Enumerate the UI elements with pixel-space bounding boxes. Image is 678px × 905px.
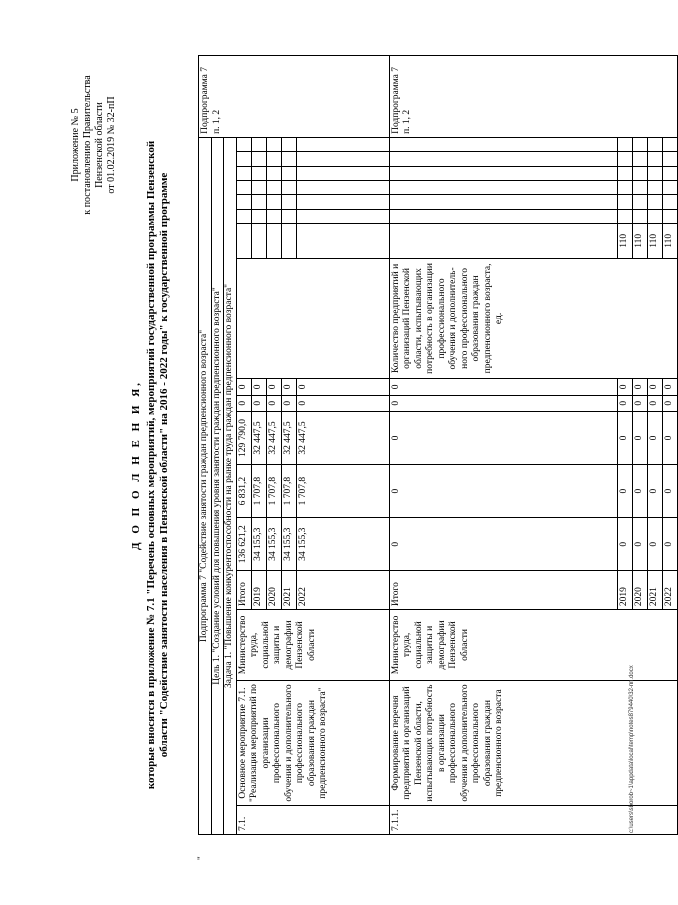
empty-cell (662, 137, 677, 152)
empty-cell (266, 137, 281, 152)
value-cell: 0 (389, 395, 617, 411)
empty-cell (296, 137, 389, 152)
value-cell: 32 447,5 (281, 411, 296, 464)
empty-cell (647, 152, 662, 166)
value-cell: 136 621,2 (236, 518, 251, 571)
value-cell: 0 (632, 379, 647, 395)
empty-cell (647, 137, 662, 152)
empty-cell (389, 137, 617, 152)
value-cell: 0 (662, 395, 677, 411)
empty-cell (662, 181, 677, 195)
empty-cell (632, 152, 647, 166)
empty-cell (251, 181, 266, 195)
value-cell: 1 707,8 (266, 465, 281, 518)
row-number: 7.1. (236, 806, 389, 835)
empty-cell (236, 166, 251, 180)
value-cell: 1 707,8 (296, 465, 389, 518)
task-row (224, 56, 237, 835)
empty-cell (281, 209, 296, 223)
value-cell: 0 (266, 379, 281, 395)
target-cell: 110 (632, 223, 647, 258)
empty-cell (236, 137, 251, 152)
year-cell: 2021 (647, 571, 662, 610)
value-cell: 0 (296, 379, 389, 395)
empty-cell (647, 181, 662, 195)
value-cell: 0 (296, 395, 389, 411)
appendix-title: Приложение № 5 (70, 108, 81, 182)
heading-title: Д О П О Л Н Е Н И Я, (130, 380, 142, 550)
empty-cell (281, 152, 296, 166)
value-cell: 0 (632, 518, 647, 571)
indicator-cell: Количество предприятий и организаций Пензенской области, испытывающих потребность в организации профессионального обучения и дополнитель-ного профессионального образования граждан предпенсионного возраста, ед. (389, 258, 677, 379)
value-cell: 0 (617, 465, 632, 518)
appendix-block (70, 35, 118, 255)
value-cell: 0 (632, 395, 647, 411)
document-heading (130, 85, 171, 845)
empty-cell (662, 166, 677, 180)
target-cell (296, 223, 389, 258)
table-row (389, 56, 617, 835)
executor: Министерство труда, социальной защиты и демографии Пензенской области (389, 610, 677, 681)
year-cell: Итого (389, 571, 617, 610)
target-cell (251, 223, 266, 258)
year-cell: 2021 (281, 571, 296, 610)
executor: Министерство труда, социальной защиты и демографии Пензенской области (236, 610, 389, 681)
empty-cell (632, 181, 647, 195)
goal-cell: Цель 1. "Создание условий для повышения уровня занятости граждан предпенсионного возраста" (211, 137, 224, 834)
value-cell: 0 (647, 411, 662, 464)
value-cell: 0 (389, 379, 617, 395)
value-cell: 0 (647, 465, 662, 518)
empty-cell (236, 209, 251, 223)
empty-cell (266, 209, 281, 223)
empty-cell (251, 209, 266, 223)
table-row (236, 56, 251, 835)
task-cell: Задача 1. "Повышение конкурентоспособности на рынке труда граждан предпенсионного возраста" (224, 137, 237, 834)
measure-name: Формирование перечня предприятий и организаций Пензенской области, испытывающих потребность в организации профессионального обучения и дополнительного профессионального образования граждан предпенсионного возраста (389, 680, 677, 806)
value-cell: 0 (632, 411, 647, 464)
value-cell: 0 (236, 395, 251, 411)
target-cell (389, 223, 617, 258)
empty-cell (296, 152, 389, 166)
value-cell: 0 (632, 465, 647, 518)
value-cell: 0 (662, 518, 677, 571)
value-cell: 0 (617, 379, 632, 395)
target-cell: 110 (647, 223, 662, 258)
value-cell: 0 (281, 379, 296, 395)
value-cell: 0 (266, 395, 281, 411)
value-cell: 34 155,3 (281, 518, 296, 571)
value-cell: 34 155,3 (296, 518, 389, 571)
value-cell: 0 (662, 411, 677, 464)
empty-cell (281, 137, 296, 152)
value-cell: 34 155,3 (251, 518, 266, 571)
value-cell: 1 707,8 (251, 465, 266, 518)
empty-cell (632, 209, 647, 223)
value-cell: 0 (647, 518, 662, 571)
empty-cell (266, 166, 281, 180)
value-cell: 0 (281, 395, 296, 411)
value-cell: 0 (647, 379, 662, 395)
heading-line: области "Содействие занятости населения в Пензенской области" на 2016 - 2022 годы" к государственной программе (158, 172, 170, 758)
value-cell: 0 (662, 465, 677, 518)
value-cell: 0 (389, 465, 617, 518)
empty-cell (632, 195, 647, 209)
empty-cell (647, 166, 662, 180)
empty-cell (281, 166, 296, 180)
empty-cell (281, 181, 296, 195)
target-cell: 110 (662, 223, 677, 258)
value-cell: 0 (236, 379, 251, 395)
value-cell: 0 (617, 518, 632, 571)
empty-cell (251, 137, 266, 152)
year-cell: 2022 (296, 571, 389, 610)
empty-cell (617, 152, 632, 166)
appendix-line: Пензенской области (94, 102, 105, 188)
empty-cell (251, 195, 266, 209)
empty-cell (266, 195, 281, 209)
empty-cell (296, 195, 389, 209)
appendix-line: от 01.02.2019 № 32-пП (106, 96, 117, 194)
indicator-cell (236, 258, 389, 379)
value-cell: 34 155,3 (266, 518, 281, 571)
empty-cell (251, 166, 266, 180)
empty-cell (389, 166, 617, 180)
empty-cell (251, 152, 266, 166)
empty-cell (662, 209, 677, 223)
row-number: 7.1.1. (389, 806, 677, 835)
year-cell: 2019 (617, 571, 632, 610)
value-cell: 0 (617, 395, 632, 411)
empty-cell (617, 137, 632, 152)
empty-cell (617, 181, 632, 195)
year-cell: 2020 (632, 571, 647, 610)
measures-table (198, 55, 678, 835)
empty-cell (617, 209, 632, 223)
value-cell: 0 (647, 395, 662, 411)
empty-cell (236, 152, 251, 166)
value-cell: 1 707,8 (281, 465, 296, 518)
value-cell: 32 447,5 (251, 411, 266, 464)
empty-cell (266, 181, 281, 195)
link-cell: Подпрограмма 7 п. 1, 2 (199, 56, 390, 138)
empty-cell (662, 195, 677, 209)
appendix-line: к постановлению Правительства (82, 75, 93, 215)
subprogram-row (199, 56, 212, 835)
empty-cell (266, 152, 281, 166)
value-cell: 32 447,5 (296, 411, 389, 464)
measures-table-wrap (198, 55, 674, 835)
empty-cell (632, 166, 647, 180)
value-cell: 32 447,5 (266, 411, 281, 464)
goal-row (211, 56, 224, 835)
target-cell (266, 223, 281, 258)
empty-cell (296, 209, 389, 223)
empty-cell (662, 152, 677, 166)
value-cell: 129 790,0 (236, 411, 251, 464)
value-cell: 0 (251, 395, 266, 411)
empty-cell (236, 195, 251, 209)
target-cell (281, 223, 296, 258)
value-cell: 0 (389, 518, 617, 571)
year-cell: Итого (236, 571, 251, 610)
empty-cell (647, 195, 662, 209)
target-cell: 110 (617, 223, 632, 258)
empty-cell (296, 181, 389, 195)
empty-cell (236, 181, 251, 195)
empty-cell (389, 181, 617, 195)
year-cell: 2019 (251, 571, 266, 610)
empty-cell (617, 195, 632, 209)
file-path-footer: c:\users\sborob~1\appdata\local\temp\notes879440\32-пп.docx (629, 665, 635, 833)
value-cell: 0 (617, 411, 632, 464)
empty-cell (389, 195, 617, 209)
year-cell: 2022 (662, 571, 677, 610)
empty-cell (281, 195, 296, 209)
value-cell: 0 (662, 379, 677, 395)
empty-cell (632, 137, 647, 152)
empty-cell (389, 152, 617, 166)
leading-quote: " (196, 856, 206, 860)
measure-name: Основное мероприятие 7.1. "Реализация мероприятий по организации профессионального обучения и дополнительного профессионального образования граждан предпенсионного возраста" (236, 680, 389, 806)
heading-line: которые вносятся в приложение № 7.1 "Перечень основных мероприятий, мероприятий государственной программы Пензенской (145, 140, 157, 790)
value-cell: 0 (389, 411, 617, 464)
target-cell (236, 223, 251, 258)
year-cell: 2020 (266, 571, 281, 610)
value-cell: 6 831,2 (236, 465, 251, 518)
empty-cell (617, 166, 632, 180)
empty-cell (296, 166, 389, 180)
link-cell: Подпрограмма 7 п. 1, 2 (389, 56, 677, 138)
empty-cell (647, 209, 662, 223)
subprogram-cell: Подпрограмма 7 "Содействие занятости граждан предпенсионного возраста" (199, 137, 212, 834)
empty-cell (389, 209, 617, 223)
value-cell: 0 (251, 379, 266, 395)
